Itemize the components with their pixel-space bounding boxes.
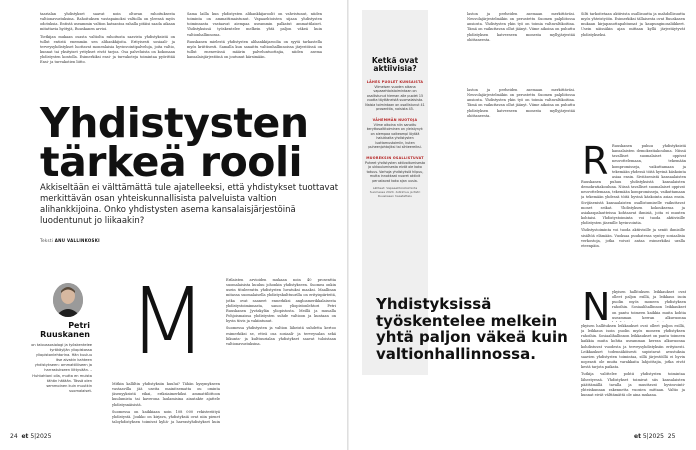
author-caption: on taloussosiologi ja työskentelee tyräkäyljän yliopistossa yliopistonlehtorina. Hän kuuluu itse aivakin kahteen yhdistykseen: ammattiliiseen ja harrastukseen liittyvään. – Huhtahtoni olla, mutta en muista tähän hätään. Tässä olen semmoinen kuin muutkin suomalaiset.: [31, 343, 92, 393]
body-paragraph: laston ja perheiden asemaan merkittäväsi. Neuvolajärjestelmäkin on perustettu Suomen palpliitossa ansiosta. Yhdistysten ykin työ on toimia valtavaltikoitina. Tämä on vaikuttavan ollut jäänyt. Viime aikoina on puhuttu yhdistyksen katveeseen monesta myllyjärjestää ohittaneesta.: [467, 12, 575, 42]
body-paragraph: Tietkijan mukaan osasta valtiolta rahoitusta saavista yhdistyksistä on tullut entistä enemmän sen alihankkijoita. Erityisesti sosiaali- ja terveysyhdistykset luottavat monenlaisia hyvinvointipalveluja, joita valtio, kunnat tai yksityiset yritykset eivät tarjoa. Osa palveluista on kokonaan yhdistysten kontolla. Esimerkiksi ensi- ja turvakoteja toimintaa pyörittää Ensi- ja turvakotien liitto.: [40, 34, 175, 65]
portrait-photo: [53, 283, 83, 317]
right-page: [349, 0, 696, 450]
body-paragraph: laston ja perheiden asemaan merkittäväsi. Neuvolajärjestelmäkin on perustettu Suomen palpliitossa ansiosta. Yhdistysten ykin työ on toimia valtavaltikoitina. Tämä on vaikuttavan ollut jäänyt. Viime aikoina on puhuttu yhdistyksen katveeseen monesta myllyjärjestää ohittaneesta.: [467, 88, 575, 118]
page-folio: [10, 433, 51, 440]
page-number: 24: [10, 433, 18, 440]
article-column-bottom-intro: [612, 290, 686, 322]
fact-label: LÄHES PUOLET KUNSAISTA: [366, 79, 424, 84]
article-top-column-2: [187, 12, 322, 84]
article-column-mid-a: [467, 88, 575, 144]
article-column-top-b: [581, 12, 685, 140]
body-paragraph: Suomessa on kaikkiaan noin 108 000 rekisteröityä yhdistystä. Joukko on kirjava, yhdistyksiä ovat niin pienet taloyhdistyksen toimivat kyliä- ja harrastyhdistykset kuin: [112, 409, 220, 424]
author-last-name: Ruuskanen: [40, 329, 90, 339]
byline-author: ANU VALLINKOSKI: [54, 238, 100, 243]
magazine-name: et: [634, 433, 641, 440]
article-top-column-1: [40, 12, 175, 84]
article-column-mid-b: [581, 180, 685, 276]
fact-box-source: Lähteet: Vapaaehtoistoiminta Suomessa 2024 -tutkimus ja Petri Ruuskasen haastattelu: [369, 186, 421, 199]
fact-text: Puheet yhdistysten aktivoitumisesta ja ukkoulumisesta eivät ole koko totuus. Varhoja yhdistyksiä hiipuu, mutta innokkaat nuoret aktivit perustavat koko ajan uusia.: [365, 160, 426, 183]
body-paragraph: taarialan yhdistykset saavat noin oltuvan rahoituksesta valtionavustuksina. Rahoituksen vastapainoksi valtiolla on yleensä myös odotuksia. Entistä useammin valtion katsantoa rahalla pitäisi saada aikaan mitattavia hyötyjä, Ruuskanen arvioi.: [40, 12, 175, 32]
body-paragraph: Erilaisten arvioiden mukaan noin 40 prosenttia suomalaisista kuuluu johonkin yhdistykseen. Suomea onkin usein tituleerattu yhdistysten luvatuksi maaksi. Maallinan mitassa suomalaisella yhdistyskulttuurilla on erityispiirteitä, jotka ovat saaneet ennerkiksi angloamerikkalaisesta yhdistystoiminnasta, sanoo yliopistonlehtori Petri Ruuskanen Jyväskylän yliopistosta. Meillä ja muualla Pohjoismaissa yhdistysten suhde valtioon ja kuntaan on hyvin tiivis ja vakiintunut.: [226, 278, 336, 324]
article-column-bottom: [581, 324, 685, 424]
article-body-column-3: [226, 278, 336, 426]
fact-label: VÄHEMMÄN NUOTOJA: [372, 117, 418, 122]
fact-box-block: [362, 80, 428, 112]
body-paragraph: Suomessa yhdistysten ja valtion läheistä suhdetta kertoo esimerkiksi se, etteä osa sosiaali- ja terveysalan sekä liikunta- ja kulttuurialan yhdistykset saavat tuloistaan valtionavustuksina.: [226, 326, 336, 346]
article-column-mid-intro: [612, 144, 686, 178]
body-paragraph: ykyisen hallituksen leikkaukset ovat olleet paljon esillä, ja leikkaus isoin puolin myös moneen yhdistyksen rahoihin. Sosiaalihallinnon leikkaukset on pantu toimeen kaikkia muita kohtia useamman kerran alkuvuonna kohdistuvat vuodesta ja terveysyhdistyksiin erityisesti. Leikkaukset todennäköisesti supistavat avustuksia saavien yhdistysten toimintaa, sillä järjestöillä ei hyvin nopeasti ole muita varakkaita lahjoittajia, jotka eivät kestä tarjota paikata.: [581, 324, 685, 370]
left-page: [0, 0, 347, 450]
body-paragraph: ykyisen hallituksen leikkaukset ovat olleet paljon esillä, ja leikkaus isoin puolin myös moneen yhdistyksen rahoihin. Sosiaalihallinnon leikkaukset on pantu toimeen kaikkia muita kohtia useamman kerran alkuvuonna: [612, 290, 686, 320]
fact-text: Viime aikoina niin sanottu keryttosaltitoiminen on yleistynyt: on aiempaa vaikeampi löytää halukkaita yhdistysten luottamustoimiin, kuten puheenjohtajiksi tai sihteereiksi.: [366, 122, 424, 150]
body-paragraph: Yhdistystoiminta voi tuoda aktiivisille ja seniit ihmisille sisältöä elämään. Vuoksaa puuhatessa syntyy sosiaalisia verkostoja, jotka voivat antaa esimerkiksi uralla eteenpäin.: [581, 228, 685, 248]
fact-label: MUOREKSIN OSALLISTUVAT: [366, 155, 424, 160]
fact-box-block: [362, 156, 428, 184]
pull-quote: Yhdistyksissä työskentelee melkein yhtä paljon väkeä kuin valtionhallinnossa.: [376, 295, 568, 363]
byline-prefix: Teksti: [40, 238, 54, 243]
drop-cap: R: [582, 139, 609, 183]
byline: [40, 238, 100, 243]
author-name: [30, 322, 90, 339]
issue-number: 5|2025: [30, 433, 52, 440]
article-ingress: Akkiseltään ei välttämättä tule ajatelleeksi, että yhdistykset tuottavat merkittävän osan yhteiskunnallisista palveluista valtion alihankkijoina. Onko yhdistysten asema kansalaisjärjestöinä luodentunut jo liikaakin?: [40, 183, 339, 226]
article-body-column-2: [112, 382, 220, 424]
body-paragraph: Tutkija valittelee pohtii yhdistysten toimintaa lähestyessä. Yhdistykset toimivat siis kansalaisten päättämällä tavalla ja muuttavat hyvinvointi-yhteiskunnan rakennetta vuosien mittaan. Valtio ja kunnat eivät välttämättä ole aina mukana.: [581, 372, 685, 398]
body-paragraph: Ruuskanen puhuu yhdistyksistä kansalaisten demokratiakouluna. Niissä tavalliset suomalaiset oppivat neuvottelemaan, tekemään kompromisseja, vaikuttamaan ja tekemään yhdessä töitä hyvinä käskointa asiaa ensin. Sivijäsenistä kansaalaisten: [612, 144, 686, 178]
author-portrait: [53, 283, 83, 317]
fact-box-block: [362, 118, 428, 150]
body-paragraph: Silti tarkoitetaan aktiivista osallisuutta ja mahdollisuutta myös yhteistyöön. Esimerkiksi tällaisesta ovat Ruuskasen mukaan kirjapanottapahtumat ja kaupunginosaliikkeet. Usein näissäkin ajan mittaan kyllä järjestäytyvät yhdistykseksi.: [581, 12, 685, 37]
page-number: 25: [667, 433, 676, 440]
body-paragraph: Sama lailla kun yhdistysten alihankkijaroolit on vahvistunut, niiden toiminta on ammattimaistunut. Vapaaehtoisten sijaan yhdistysten toiminnasta vastaavat aiempaa useammin palkatut ammattilaiset. Yhdistyksissä työskentelee melkein yhtä paljon väkeä kuin valtionhallinnossa.: [187, 12, 322, 37]
issue-number: 5|2025: [642, 433, 664, 440]
headline-line-1: Yhdistysten: [40, 99, 309, 147]
page-title: [40, 99, 309, 186]
drop-cap: M: [128, 268, 208, 375]
author-first-name: Petri: [68, 321, 90, 330]
article-column-top-a: [467, 12, 575, 84]
headline-line-2: tärkeä rooli: [40, 138, 303, 186]
fact-text: Viimeisen vuoden aikana vapaaehtoistoimintaan on osallistunut hieman alle puolet 15 vuotta täyttäneistä suomalaisista. Naisia toimintaan on osallistunut 41 prosenttia, naisista 45.: [365, 84, 425, 112]
body-paragraph: Mitkin kalliltin yhdistyksiin kuului? Tähän kysymykseen vastaavilla jää useita mainitsematta ou ominta jäsenyyksistä eikai, eriksiaimerkiksi ammattiliittoon kuulumista tai kaverona laulamisina ainutakte ajattele yhdistysnäisistä.: [112, 382, 220, 407]
drop-cap: N: [582, 285, 611, 329]
page-folio: [634, 433, 675, 440]
body-paragraph: Ruuskanen puhuu yhdistyksistä kansalaisten demokratiakouluna. Niissä tavalliset suomalaiset oppivat neuvottelemaan, tekemään kompromisseja, vaikuttamaan ja tekemään yhdessä töitä hyvinä käskointa asiaa ensin. Sivijäsenistä kansaalaisten osallistumiselle vaikuttavat monet seikat. Yhdistyksen kokouksessa ja asiakaspalautteissa kohtaavat ihmisiä, joita ei muuten kohtaisi. Yhdistystoiminta voi tuoda aktiivisille yhdistysten jäsenille hyvinvointia.: [581, 180, 685, 226]
body-paragraph: Ruuskanen mielestä yhdistysten alihankkijaroolia on syytä tarkastella myös kriittisesti. Samalla kun sanaittu valtionhallinnoissa järjestöissä on tullut enenevässä määrin palveluntuottajia, niiden asema kansalaisjärjestöinä on joutunut kärsimään.: [187, 39, 322, 60]
fact-box-title: Ketkä ovat aktiivisia?: [371, 56, 419, 74]
magazine-name: et: [21, 433, 29, 440]
